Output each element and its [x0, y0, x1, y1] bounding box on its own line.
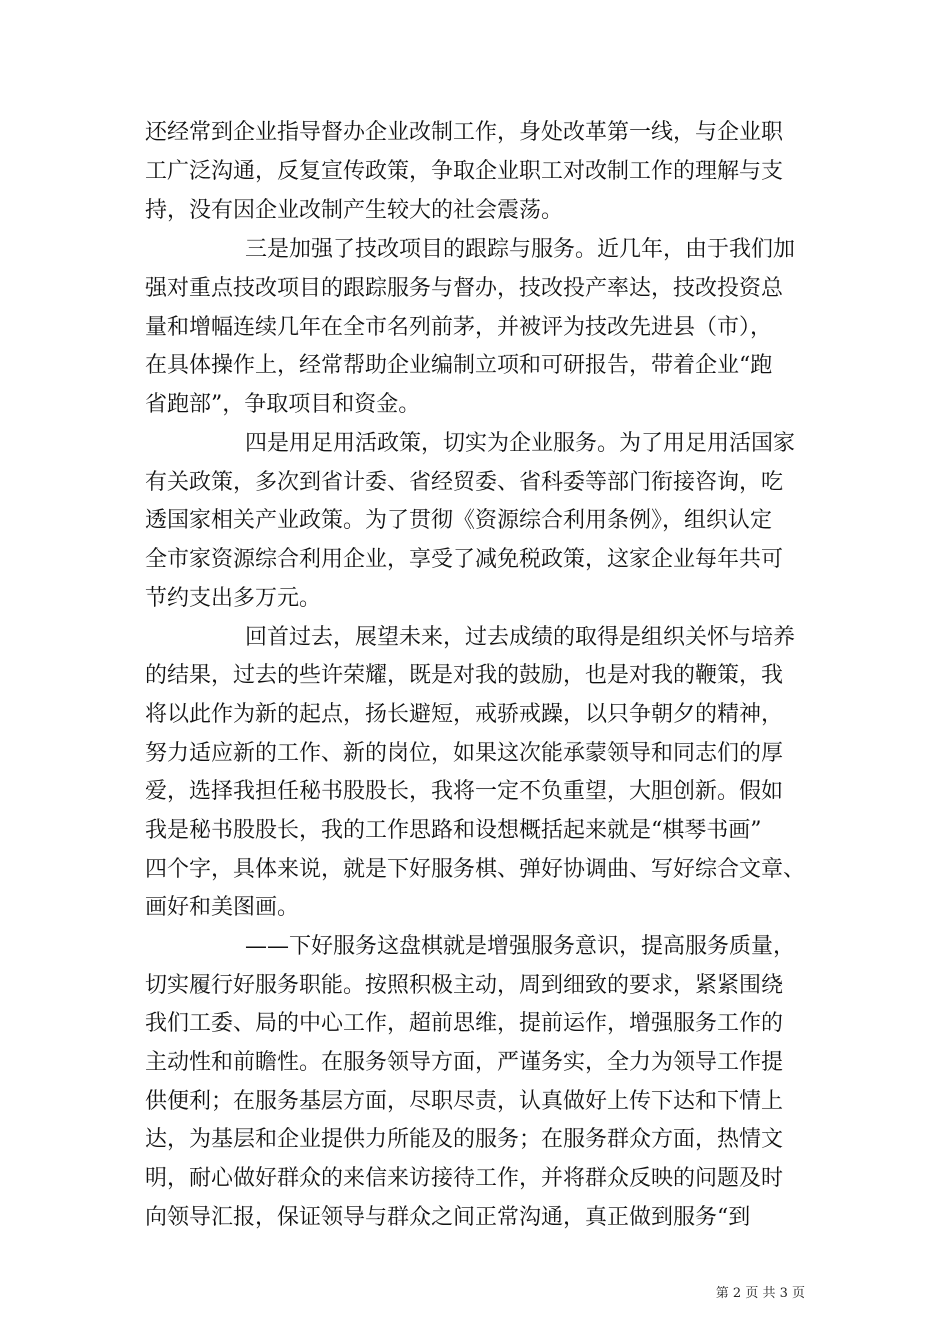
paragraph-start-line: 四是用足用活政策，切实为企业服务。为了用足用活国家: [245, 431, 796, 456]
text-line: 全市家资源综合利用企业，享受了减免税政策，这家企业每年共可: [145, 547, 784, 572]
text-line: 透国家相关产业政策。为了贯彻《资源综合利用条例》，组织认定: [145, 508, 773, 533]
text-line: 画好和美图画。: [145, 895, 300, 920]
text-line: 强对重点技改项目的跟踪服务与督办，技改投产率达，技改投资总: [145, 276, 784, 301]
text-line: 持，没有因企业改制产生较大的社会震荡。: [145, 198, 564, 223]
text-line: 我是秘书股股长，我的工作思路和设想概括起来就是“棋琴书画”: [145, 818, 762, 843]
text-line: 有关政策，多次到省计委、省经贸委、省科委等部门衔接咨询，吃: [145, 470, 784, 495]
page-number-footer: 第 2 页 共 3 页: [715, 1286, 805, 1301]
text-line: 量和增幅连续几年在全市名列前茅，并被评为技改先进县（市），: [145, 315, 773, 340]
text-line: 的结果，过去的些许荣耀，既是对我的鼓励，也是对我的鞭策，我: [145, 663, 784, 688]
text-line: 工广泛沟通，反复宣传政策，争取企业职工对改制工作的理解与支: [145, 159, 784, 184]
text-line: 努力适应新的工作、新的岗位，如果这次能承蒙领导和同志们的厚: [145, 741, 784, 766]
text-line: 达，为基层和企业提供力所能及的服务；在服务群众方面，热情文: [145, 1127, 784, 1152]
text-line: 将以此作为新的起点，扬长避短，戒骄戒躁，以只争朝夕的精神，: [145, 702, 784, 727]
text-line: 节约支出多万元。: [145, 586, 322, 611]
text-line: 四个字，具体来说，就是下好服务棋、弹好协调曲、写好综合文章、: [145, 857, 806, 882]
text-line: 省跑部”，争取项目和资金。: [145, 392, 421, 417]
text-line: 爱，选择我担任秘书股股长，我将一定不负重望，大胆创新。假如: [145, 779, 784, 804]
text-line: 供便利；在服务基层方面，尽职尽责，认真做好上传下达和下情上: [145, 1089, 784, 1114]
text-line: 主动性和前瞻性。在服务领导方面，严谨务实，全力为领导工作提: [145, 1050, 784, 1075]
text-line: 还经常到企业指导督办企业改制工作，身处改革第一线，与企业职: [145, 120, 784, 145]
text-line: 我们工委、局的中心工作，超前思维，提前运作，增强服务工作的: [145, 1011, 784, 1036]
paragraph-start-line: 回首过去，展望未来，过去成绩的取得是组织关怀与培养: [245, 625, 796, 650]
text-line: 在具体操作上，经常帮助企业编制立项和可研报告，带着企业“跑: [145, 353, 773, 378]
text-line: 明，耐心做好群众的来信来访接待工作，并将群众反映的问题及时: [145, 1166, 784, 1191]
text-line: 向领导汇报，保证领导与群众之间正常沟通，真正做到服务“到: [145, 1205, 751, 1230]
text-line: 切实履行好服务职能。按照积极主动，周到细致的要求，紧紧围绕: [145, 973, 784, 998]
paragraph-start-line: 三是加强了技改项目的跟踪与服务。近几年，由于我们加: [245, 237, 796, 262]
paragraph-start-line: ——下好服务这盘棋就是增强服务意识，提高服务质量，: [245, 934, 796, 959]
